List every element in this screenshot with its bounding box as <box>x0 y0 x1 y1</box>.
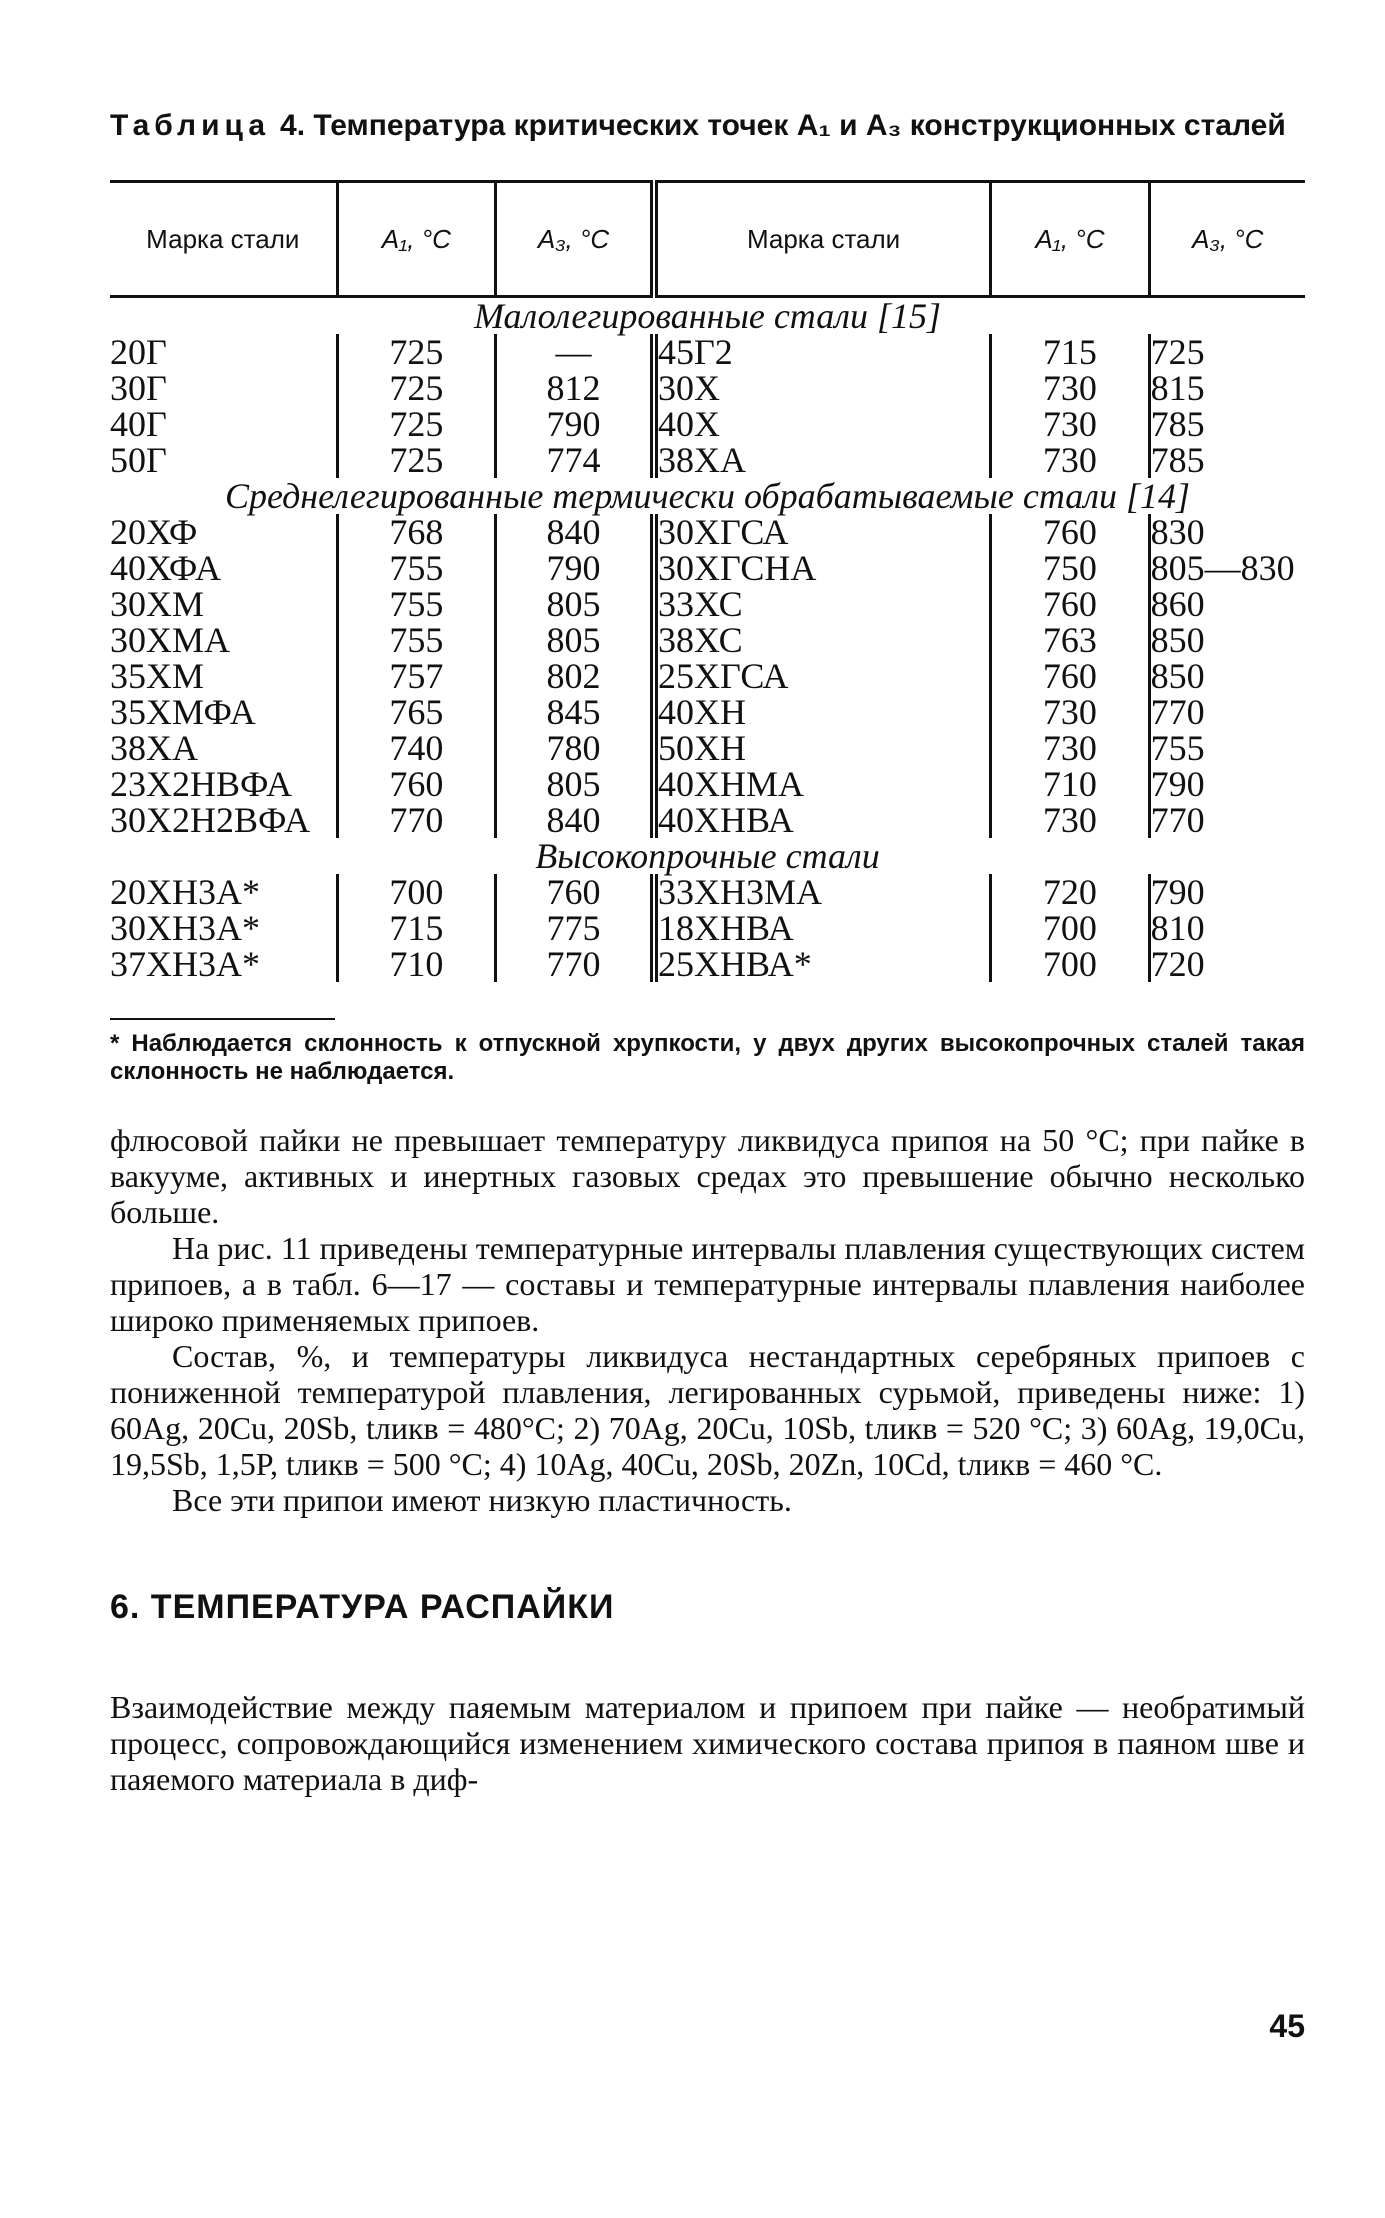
cell-grade-right: 50ХН <box>654 730 991 766</box>
paragraph: Состав, %, и температуры ликвидуса нестандартных серебряных припоев с пониженной температурой плавления, легированных сурьмой, приведены ниже: 1) 60Ag, 20Cu, 20Sb, tликв = 480°С; 2) 70Ag, 20Cu, 10Sb, tликв = 520 °С; 3) 60Ag, 19,0Cu, 19,5Sb, 1,5P, tликв = 500 °С; 4) 10Ag, 40Cu, 20Sb, 20Zn, 10Cd, tликв = 460 °С. <box>110 1338 1305 1482</box>
cell-grade-right: 33ХС <box>654 586 991 622</box>
cell-a3-left: 790 <box>496 406 654 442</box>
cell-a3-right: 860 <box>1149 586 1305 622</box>
cell-a3-left: 840 <box>496 802 654 838</box>
table-caption-label: Таблица <box>110 109 271 142</box>
footnote-divider <box>110 1018 335 1020</box>
cell-grade-left: 20ХН3А* <box>110 872 260 912</box>
cell-a1-right: 730 <box>991 694 1149 730</box>
cell-a1-right: 730 <box>991 442 1149 478</box>
table-body <box>110 297 1305 983</box>
cell-grade-right: 30Х <box>654 370 991 406</box>
cell-a3-right: 805—830 <box>1149 550 1305 586</box>
cell-a3-left: 790 <box>496 550 654 586</box>
table-row <box>110 334 1305 370</box>
cell-a1-right: 760 <box>991 586 1149 622</box>
cell-grade-left: 40ХФА <box>110 548 222 588</box>
cell-a1-left: 765 <box>337 694 495 730</box>
cell-a3-left: 840 <box>496 514 654 550</box>
table-row <box>110 946 1305 982</box>
cell-a1-right: 700 <box>991 910 1149 946</box>
cell-grade-left: 35ХМ <box>110 656 205 696</box>
cell-a3-left: 802 <box>496 658 654 694</box>
header-grade-right: Марка стали <box>654 182 991 297</box>
cell-grade-right: 40ХНМА <box>654 766 991 802</box>
table-footnote: * Наблюдается склонность к отпускной хрупкости, у двух других высокопрочных сталей такая склонность не наблюдается. <box>110 1030 1305 1085</box>
cell-grade-left: 40Г <box>110 404 167 444</box>
cell-grade-left: 30Г <box>110 368 167 408</box>
table-row <box>110 550 1305 586</box>
section-title-row <box>110 838 1305 874</box>
cell-a3-right: 850 <box>1149 622 1305 658</box>
table-row <box>110 406 1305 442</box>
cell-grade-left: 35ХМФА <box>110 692 256 732</box>
cell-a3-left: 845 <box>496 694 654 730</box>
cell-a1-left: 725 <box>337 442 495 478</box>
cell-a1-left: 700 <box>337 874 495 910</box>
section-title: Высокопрочные стали <box>535 836 880 876</box>
cell-a1-left: 725 <box>337 370 495 406</box>
cell-a1-right: 760 <box>991 658 1149 694</box>
cell-a1-left: 755 <box>337 586 495 622</box>
header-a3-left: A₃, °C <box>496 182 654 297</box>
paragraph: флюсовой пайки не превышает температуру ликвидуса припоя на 50 °С; при пайке в вакууме, активных и инертных газовых средах это превышение обычно несколько больше. <box>110 1122 1305 1230</box>
cell-grade-right: 40ХН <box>654 694 991 730</box>
cell-grade-right: 30ХГСНА <box>654 550 991 586</box>
cell-a3-right: 770 <box>1149 694 1305 730</box>
header-grade-left: Марка стали <box>146 223 300 254</box>
table-row <box>110 766 1305 802</box>
table-row <box>110 694 1305 730</box>
table-row <box>110 370 1305 406</box>
cell-grade-left: 38ХА <box>110 728 198 768</box>
section-title-row <box>110 297 1305 335</box>
header-a1-right: A₁, °C <box>991 182 1149 297</box>
cell-grade-right: 25ХГСА <box>654 658 991 694</box>
table-caption <box>110 108 1305 144</box>
table-row <box>110 586 1305 622</box>
cell-a1-left: 760 <box>337 766 495 802</box>
section-title: Среднелегированные термически обрабатываемые стали [14] <box>224 476 1191 516</box>
paragraph: На рис. 11 приведены температурные интервалы плавления существующих систем припоев, а в табл. 6—17 — составы и температурные интервалы плавления наиболее широко применяемых припоев. <box>110 1230 1305 1338</box>
section-title-row <box>110 478 1305 514</box>
cell-a1-left: 740 <box>337 730 495 766</box>
cell-a1-right: 730 <box>991 406 1149 442</box>
page-number: 45 <box>1269 2008 1305 2044</box>
cell-a3-left: 775 <box>496 910 654 946</box>
cell-a1-left: 768 <box>337 514 495 550</box>
cell-a3-right: 785 <box>1149 406 1305 442</box>
cell-a1-right: 760 <box>991 514 1149 550</box>
cell-grade-right: 25ХНВА* <box>654 946 991 982</box>
cell-grade-right: 33ХН3МА <box>654 874 991 910</box>
document-page <box>110 108 1305 1797</box>
table-row <box>110 514 1305 550</box>
cell-grade-right: 18ХНВА <box>654 910 991 946</box>
cell-a1-right: 715 <box>991 334 1149 370</box>
cell-grade-left: 30ХМА <box>110 620 231 660</box>
header-a1-left: A₁, °C <box>337 182 495 297</box>
cell-a3-right: 810 <box>1149 910 1305 946</box>
critical-points-table <box>110 180 1305 982</box>
cell-grade-left: 20ХФ <box>110 512 198 552</box>
cell-a3-left: — <box>496 334 654 370</box>
section-title: Малолегированные стали [15] <box>474 296 941 336</box>
cell-a1-left: 725 <box>337 406 495 442</box>
paragraph: Взаимодействие между паяемым материалом и припоем при пайке — необратимый процесс, сопровождающийся изменением химического состава припоя в паяном шве и паяемого материала в диф- <box>110 1689 1305 1797</box>
cell-a1-right: 710 <box>991 766 1149 802</box>
cell-grade-left: 37ХН3А* <box>110 944 260 984</box>
cell-a1-right: 730 <box>991 370 1149 406</box>
cell-a3-left: 760 <box>496 874 654 910</box>
cell-a1-left: 755 <box>337 550 495 586</box>
cell-a1-left: 755 <box>337 622 495 658</box>
cell-grade-right: 30ХГСА <box>654 514 991 550</box>
cell-a3-left: 774 <box>496 442 654 478</box>
table-row <box>110 442 1305 478</box>
header-a3-right: A₃, °C <box>1149 182 1305 297</box>
body-text <box>110 1122 1305 1518</box>
cell-grade-left: 23Х2НВФА <box>110 764 293 804</box>
table-caption-text: 4. Температура критических точек A₁ и A₃ конструкционных сталей <box>280 109 1286 142</box>
cell-a1-right: 730 <box>991 802 1149 838</box>
cell-a1-right: 750 <box>991 550 1149 586</box>
cell-a1-right: 763 <box>991 622 1149 658</box>
table-header-row <box>110 182 1305 297</box>
cell-a3-right: 850 <box>1149 658 1305 694</box>
cell-a3-left: 812 <box>496 370 654 406</box>
cell-a3-right: 770 <box>1149 802 1305 838</box>
cell-a3-right: 815 <box>1149 370 1305 406</box>
cell-grade-right: 38ХС <box>654 622 991 658</box>
cell-grade-right: 40ХНВА <box>654 802 991 838</box>
table-row <box>110 730 1305 766</box>
cell-a3-right: 790 <box>1149 874 1305 910</box>
cell-a3-left: 805 <box>496 622 654 658</box>
cell-a3-left: 770 <box>496 946 654 982</box>
cell-grade-right: 45Г2 <box>654 334 991 370</box>
paragraph: Все эти припои имеют низкую пластичность. <box>172 1482 792 1518</box>
cell-a3-right: 830 <box>1149 514 1305 550</box>
closing-text <box>110 1689 1305 1797</box>
cell-a1-left: 757 <box>337 658 495 694</box>
section-heading: 6. ТЕМПЕРАТУРА РАСПАЙКИ <box>110 1588 615 1626</box>
table-row <box>110 874 1305 910</box>
table-row <box>110 658 1305 694</box>
cell-a3-right: 725 <box>1149 334 1305 370</box>
cell-a1-left: 710 <box>337 946 495 982</box>
table-row <box>110 910 1305 946</box>
cell-a1-left: 725 <box>337 334 495 370</box>
cell-a1-left: 715 <box>337 910 495 946</box>
cell-grade-left: 20Г <box>110 332 167 372</box>
cell-a3-right: 755 <box>1149 730 1305 766</box>
cell-a3-left: 780 <box>496 730 654 766</box>
cell-grade-left: 50Г <box>110 440 167 480</box>
table-row <box>110 622 1305 658</box>
cell-a3-right: 785 <box>1149 442 1305 478</box>
cell-a1-left: 770 <box>337 802 495 838</box>
cell-grade-left: 30ХН3А* <box>110 908 260 948</box>
cell-grade-left: 30ХМ <box>110 584 205 624</box>
cell-a1-right: 700 <box>991 946 1149 982</box>
cell-a3-right: 720 <box>1149 946 1305 982</box>
cell-a3-left: 805 <box>496 766 654 802</box>
cell-a1-right: 730 <box>991 730 1149 766</box>
table-row <box>110 802 1305 838</box>
cell-grade-left: 30Х2Н2ВФА <box>110 800 311 840</box>
cell-a3-left: 805 <box>496 586 654 622</box>
cell-grade-right: 40Х <box>654 406 991 442</box>
cell-a1-right: 720 <box>991 874 1149 910</box>
cell-a3-right: 790 <box>1149 766 1305 802</box>
cell-grade-right: 38ХА <box>654 442 991 478</box>
